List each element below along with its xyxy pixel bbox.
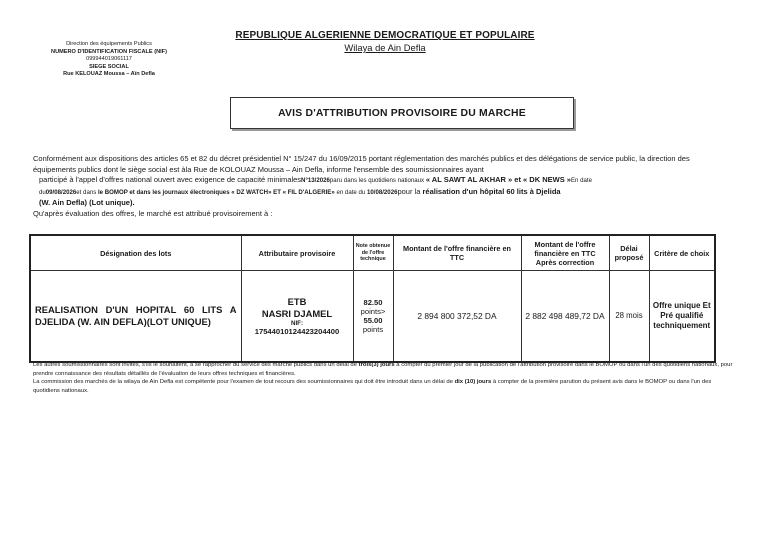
nif-label: NIF: xyxy=(290,319,304,327)
intro-text: du xyxy=(39,188,46,196)
intro-line-1: Conformément aux dispositions des articles 65 et 82 du décret présidentiel N° 15/247 du 16/09/2015 portant réglementation des marchés publics et des délégations de service public, la direction des équipements publics dont le siège social est àla Rue de KOLOUAZ Moussa – Ain Defla, informe l'ensemble des soumissionnaires ayant xyxy=(33,154,690,174)
company-type: ETB xyxy=(287,295,307,307)
header-note: Note obtenue de l'offre technique xyxy=(353,235,393,271)
issuer-nif-value: 099944019061117 xyxy=(86,56,132,63)
note-score: 82.50 xyxy=(363,298,383,307)
issuer-block xyxy=(40,41,178,79)
intro-text: participé à l'appel d'offres national ouvert avec exigence de capacité minimales xyxy=(39,175,302,185)
wilaya-title: Wilaya de Ain Defla xyxy=(344,42,426,53)
intro-paragraph xyxy=(33,154,733,220)
intro-text: paru dans les quotidiens nationaux xyxy=(329,177,426,185)
issuer-direction: Direction des équipements Publics xyxy=(66,41,152,47)
issuer-address: Rue KELOUAZ Moussa – Aïn Defla xyxy=(63,71,155,78)
footer-text: à compter de la première parution du présent avis dans le BOMOP ou dans l'un des quotidiens nationaux. xyxy=(33,379,712,394)
intro-line-4 xyxy=(33,198,733,209)
deadline-10-days: dix (10) jours xyxy=(454,379,492,386)
project-name: réalisation d'un hôpital 60 lits à Djelida xyxy=(422,186,561,196)
header-delai: Délai proposé xyxy=(609,235,649,271)
footer-note-1 xyxy=(33,361,733,378)
intro-text: En date xyxy=(570,177,592,185)
tender-number: N°13/2026 xyxy=(301,177,330,185)
note-points: points> xyxy=(360,307,386,316)
intro-line-5: Qu'après évaluation des offres, le marché est attribué provisoirement à : xyxy=(33,208,273,218)
intro-line-2 xyxy=(33,175,733,187)
header-critere: Critère de choix xyxy=(649,235,715,271)
issuer-siege-label: SIEGE SOCIAL xyxy=(89,63,129,70)
cell-lot: REALISATION D'UN HOPITAL 60 LITS A DJELIDA (W. AIN DEFLA)(LOT UNIQUE) xyxy=(30,271,241,363)
header-montant-correction: Montant de l'offre financière en TTC Après correction xyxy=(521,235,609,271)
cell-attributaire xyxy=(241,271,353,363)
table-header-row xyxy=(30,235,715,271)
lot-location: (W. Ain Defla) (Lot unique). xyxy=(39,198,135,208)
intro-text: pour la xyxy=(397,186,423,196)
intro-text: en date du xyxy=(334,188,367,196)
intro-text: et dans xyxy=(76,188,98,196)
intro-line-3 xyxy=(33,187,733,199)
company-name: NASRI DJAMEL xyxy=(261,307,333,319)
header-lots: Désignation des lots xyxy=(30,235,241,271)
footer-text: La commission des marchés de la wilaya de Ain Defla est compétente pour l'examen de tout recours des soumissionnaires qui doit être introduit dans un délai de xyxy=(33,379,455,386)
issuer-nif-label: NUMERO D'IDENTIFICATION FISCALE (NIF) xyxy=(51,48,167,55)
newspapers: « AL SAWT AL AKHAR » et « DK NEWS » xyxy=(425,175,571,185)
header-attributaire: Attributaire provisoire xyxy=(241,235,353,271)
nif-value: 17544010124423204400 xyxy=(254,327,340,337)
notice-title-box xyxy=(230,97,574,129)
attribution-table xyxy=(29,234,716,363)
document-header xyxy=(205,30,565,53)
footer-notes xyxy=(33,361,733,395)
cell-montant: 2 894 800 372,52 DA xyxy=(393,271,521,363)
footer-text: à compter du premier jour de la publication de l'attribution provisoire dans le BOMOP ou dans l'un des quotidiens nationaux, pour prendre connaissance des résultats détaillés de l'évaluation de leurs offres techniques et financières. xyxy=(33,362,733,377)
cell-critere: Offre unique Et Pré qualifié techniquement xyxy=(649,271,715,363)
republic-title: REPUBLIQUE ALGERIENNE DEMOCRATIQUE ET POPULAIRE xyxy=(235,30,535,41)
cell-note xyxy=(353,271,393,363)
table-row xyxy=(30,271,715,363)
note-threshold: 55.00 xyxy=(363,316,383,325)
header-montant: Montant de l'offre financière en TTC xyxy=(393,235,521,271)
date-1: 09/08/2026 xyxy=(45,188,77,196)
e-journals: le BOMOP et dans les journaux électroniques « DZ WATCH» ET « FIL D'ALGERIE» xyxy=(97,188,335,196)
date-2: 10/08/2026 xyxy=(366,188,398,196)
footer-note-2 xyxy=(33,378,733,395)
note-points: points xyxy=(362,325,384,334)
cell-delai: 28 mois xyxy=(609,271,649,363)
footer-text: Les autres soumissionnaires sont invités, s'ils le souhaitent, à se rapprocher du service des marché publics dans un délai de xyxy=(33,362,359,368)
cell-montant-correction: 2 882 498 489,72 DA xyxy=(521,271,609,363)
deadline-3-days: trois(3) jours xyxy=(358,362,395,368)
notice-title: AVIS D'ATTRIBUTION PROVISOIRE DU MARCHE xyxy=(278,107,526,119)
